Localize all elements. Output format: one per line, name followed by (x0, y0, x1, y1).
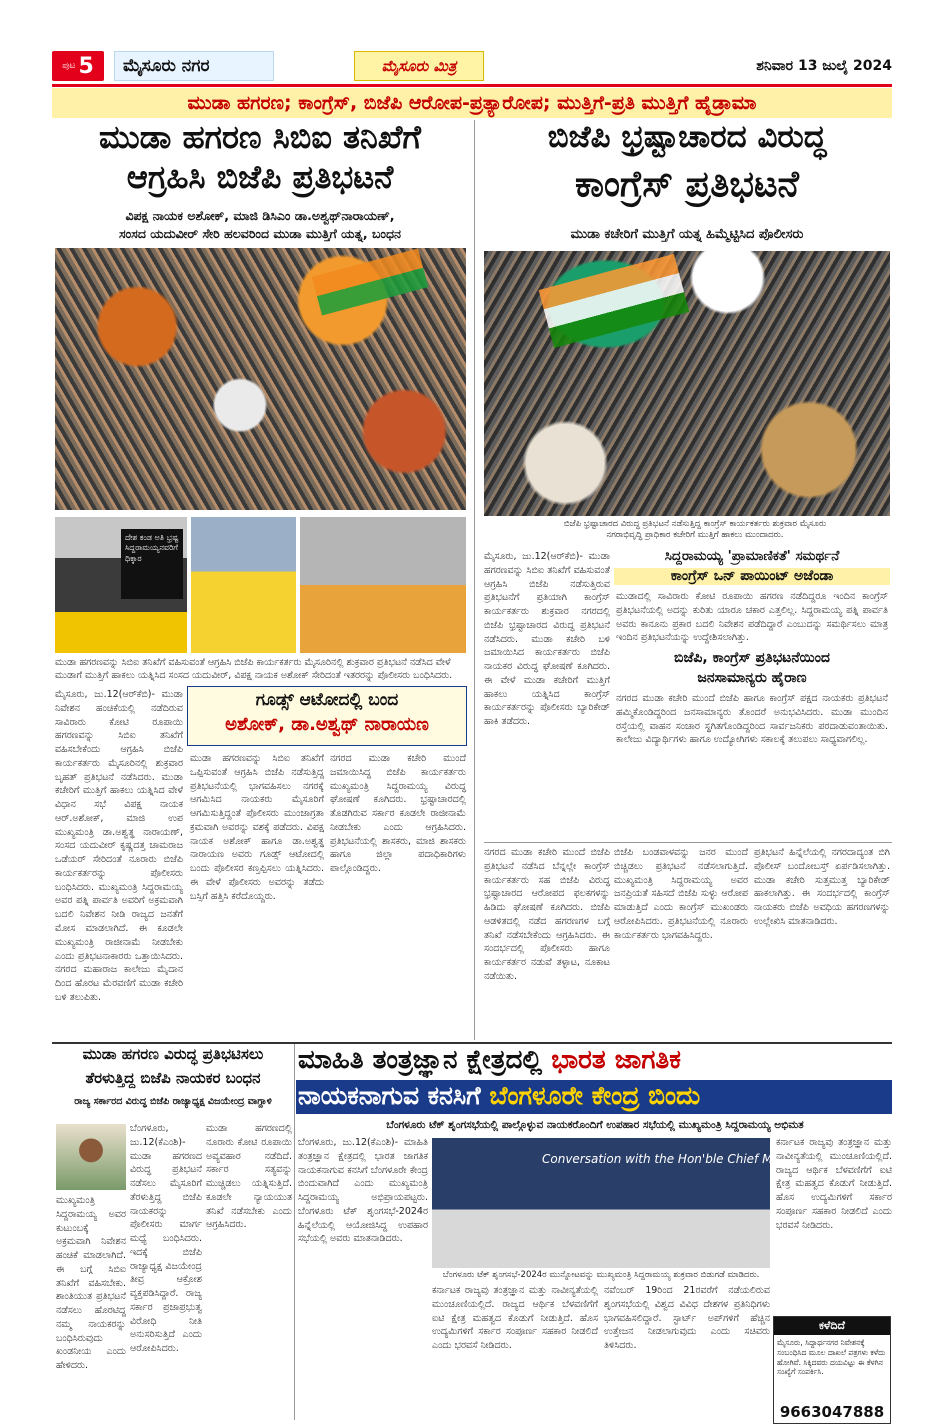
auto-box-title-2: ಅಶೋಕ್, ಡಾ.ಅಶ್ವಥ್ ನಾರಾಯಣ (225, 714, 429, 735)
vijayendra-portrait-photo (56, 1124, 126, 1190)
arrest-headline-2: ತೆರಳುತ್ತಿದ್ದ ಬಿಜೆಪಿ ನಾಯಕರ ಬಂಧನ (85, 1069, 261, 1087)
left-subhead-2: ಸಂಸದ ಯದುವೀರ್ ಸೇರಿ ಹಲವರಿಂದ ಮುಡಾ ಮುತ್ತಿಗೆ ಯತ್ನ, ಬಂಧನ (119, 226, 401, 241)
lost-documents-ad (773, 1316, 891, 1424)
left-photo-caption: ಮುಡಾ ಹಗರಣವನ್ನು ಸಿಬಿಐ ತನಿಖೆಗೆ ವಹಿಸುವಂತೆ ಆಗ್ರಹಿಸಿ ಬಿಜೆಪಿ ಕಾರ್ಯಕರ್ತರು ಮೈಸೂರಿನಲ್ಲಿ ಶುಕ್ರವಾರ ಪ್ರತಿಭಟನೆ ನಡೆಸಿದ ವೇಳೆ ಮುಡಾಗೆ ಮುತ್ತಿಗೆ ಹಾಕಲು ಯತ್ನಿಸಿದ ಸಂಸದ ಯದುವೀರ್, ವಿಪಕ್ಷ ನಾಯಕ ಅಶೋಕ್ ಸೇರಿದಂತೆ ಇತರರನ್ನು ಪೊಲೀಸರು ಬಂಧಿಸಿದರು. (55, 657, 453, 681)
right-headline-2: ಕಾಂಗ್ರೆಸ್ ಪ್ರತಿಭಟನೆ (575, 163, 799, 205)
stage-backdrop-text: Conversation with the Hon'ble Chief Minister (542, 1152, 810, 1166)
masthead-logo: ಮೈಸೂರು ಮಿತ್ರ (354, 51, 484, 81)
header-rule (52, 84, 892, 87)
right-body-col-3: ಬಿಜೆಪಿ ಬಂಡವಾಳವನ್ನು ಜನರ ಮುಂದೆ ಬಿಚ್ಚಿಡಲು ಪ್ರತಿಭಟನೆ ನಡೆಸಲಾಗುತ್ತಿದೆ. ಮುಖ್ಯಮಂತ್ರಿ ಸಿದ್ದರಾಮಯ್ಯ ಅವರ ಜನಪ್ರಿಯತೆ ಸಹಿಸದೆ ಬಿಜೆಪಿ ಸುಳ್ಳು ಆರೋಪ ಮಾಡುತ್ತಿದೆ ಎಂದು ಕಾಂಗ್ರೆಸ್ ಮುಖಂಡರು ಆರೋಪಿಸಿದರು. ಪ್ರತಿಭಟನೆಯಲ್ಲಿ ನೂರಾರು ಕಾರ್ಯಕರ್ತರು ಭಾಗವಹಿಸಿದ್ದರು. (614, 847, 748, 941)
lower-column-rule (294, 1044, 295, 1420)
right-body-col-2: ನಗರದ ಮುಡಾ ಕಚೇರಿ ಮುಂದೆ ಬಿಜೆಪಿ ಪ್ರತಿಭಟನೆ ನಡೆಸಿದ ಬೆನ್ನಲ್ಲೇ ಕಾಂಗ್ರೆಸ್ ಕಾರ್ಯಕರ್ತರು ಸಹ ಬಿಜೆಪಿ ವಿರುದ್ಧ ಭ್ರಷ್ಟಾಚಾರದ ಆರೋಪದ ಫಲಕಗಳನ್ನು ಹಿಡಿದು ಘೋಷಣೆ ಕೂಗಿದರು. ಬಿಜೆಪಿ ಆಡಳಿತದಲ್ಲಿ ನಡೆದ ಹಗರಣಗಳ ಬಗ್ಗೆ ತನಿಖೆ ನಡೆಸಬೇಕೆಂದು ಆಗ್ರಹಿಸಿದರು. ಈ ಸಂದರ್ಭದಲ್ಲಿ ಪೊಲೀಸರು ಹಾಗೂ ಕಾರ್ಯಕರ್ತರ ನಡುವೆ ತಳ್ಳಾಟ, ನೂಕಾಟ ನಡೆಯಿತು. (484, 847, 610, 982)
arrest-headline-1: ಮುಡಾ ಹಗರಣ ವಿರುದ್ಧ ಪ್ರತಿಭಟಿಸಲು (82, 1045, 264, 1063)
left-body-col-1: ಮೈಸೂರು, ಜು.12(ಆರ್‌ಕೆಬಿ)- ಮುಡಾ ನಿವೇಶನ ಹಂಚಿಕೆಯಲ್ಲಿ ನಡೆದಿರುವ ಸಾವಿರಾರು ಕೋಟಿ ರೂಪಾಯಿ ಹಗರಣವನ್ನು ಸಿಬಿಐ ತನಿಖೆಗೆ ವಹಿಸಬೇಕೆಂದು ಆಗ್ರಹಿಸಿ ಬಿಜೆಪಿ ಕಾರ್ಯಕರ್ತರು ಮೈಸೂರಿನಲ್ಲಿ ಶುಕ್ರವಾರ ಬೃಹತ್ ಪ್ರತಿಭಟನೆ ನಡೆಸಿದರು. ಮುಡಾ ಕಚೇರಿಗೆ ಮುತ್ತಿಗೆ ಹಾಕಲು ಯತ್ನಿಸಿದ ವೇಳೆ ವಿಧಾನ ಸಭೆ ವಿಪಕ್ಷ ನಾಯಕ ಆರ್.ಅಶೋಕ್, ಮಾಜಿ ಉಪ ಮುಖ್ಯಮಂತ್ರಿ ಡಾ.ಅಶ್ವತ್ಥ ನಾರಾಯಣ್, ಸಂಸದ ಯದುವೀರ್ ಕೃಷ್ಣದತ್ತ ಚಾಮರಾಜ ಒಡೆಯರ್ ಸೇರಿದಂತೆ ನೂರಾರು ಬಿಜೆಪಿ ಕಾರ್ಯಕರ್ತರನ್ನು ಪೊಲೀಸರು ಬಂಧಿಸಿದರು. ಮುಖ್ಯಮಂತ್ರಿ ಸಿದ್ದರಾಮಯ್ಯ ಅವರ ಪತ್ನಿ ಪಾರ್ವತಿ ಅವರಿಗೆ ಅಕ್ರಮವಾಗಿ ಬದಲಿ ನಿವೇಶನ ನೀಡಿ ರಾಜ್ಯದ ಜನತೆಗೆ ಮೋಸ ಮಾಡಲಾಗಿದೆ. ಈ ಕೂಡಲೇ ಮುಖ್ಯಮಂತ್ರಿ ರಾಜೀನಾಮೆ ನೀಡಬೇಕು ಎಂದು ಪ್ರತಿಭಟನಾಕಾರರು ಒತ್ತಾಯಿಸಿದರು. ನಗರದ ಮಹಾರಾಜ ಕಾಲೇಜು ಮೈದಾನ ದಿಂದ ಹೊರಟ ಮೆರವಣಿಗೆ ಮುಡಾ ಕಚೇರಿ ಬಳಿ ತಲುಪಿತು. (55, 689, 183, 1003)
tech-headline-1 (298, 1046, 892, 1075)
left-headline-1: ಮುಡಾ ಹಗರಣ ಸಿಬಿಐ ತನಿಖೆಗೆ (99, 118, 421, 156)
page-header (52, 48, 892, 84)
side-box-1-title-1: ಸಿದ್ದರಾಮಯ್ಯ 'ಪ್ರಾಮಾಣಿಕತೆ' ಸಮರ್ಥನೆ (664, 548, 840, 564)
congress-flag (539, 254, 690, 348)
tech-headline-1a: ಮಾಹಿತಿ ತಂತ್ರಜ್ಞಾನ ಕ್ಷೇತ್ರದಲ್ಲಿ (298, 1045, 543, 1075)
right-subhead: ಮುಡಾ ಕಚೇರಿಗೆ ಮುತ್ತಿಗೆ ಯತ್ನ ಹಿಮ್ಮೆಟ್ಟಿಸಿದ ಪೊಲೀಸರು (570, 227, 804, 242)
issue-date: ಶನಿವಾರ 13 ಜುಲೈ 2024 (756, 58, 892, 74)
arrest-body-col-2: ಮುಖ್ಯಮಂತ್ರಿ ಸಿದ್ದರಾಮಯ್ಯ ಅವರ ಕುಟುಂಬಕ್ಕೆ ಅಕ್ರಮವಾಗಿ ನಿವೇಶನ ಹಂಚಿಕೆ ಮಾಡಲಾಗಿದೆ. ಈ ಬಗ್ಗೆ ಸಿಬಿಐ ತನಿಖೆಗೆ ವಹಿಸಬೇಕು. ಶಾಂತಿಯುತ ಪ್ರತಿಭಟನೆ ನಡೆಸಲು ಹೊರಟಿದ್ದ ನಮ್ಮ ನಾಯಕರನ್ನು ಬಂಧಿಸಿರುವುದು ಖಂಡನೀಯ ಎಂದು ಹೇಳಿದರು. (56, 1195, 126, 1372)
protest-placard: ದೇಶ ಕಂಡ ಅತಿ ಭ್ರಷ್ಟ ಸಿದ್ದರಾಮಯ್ಯನವರಿಗೆ ಧಿಕ್ಕಾರ (121, 529, 183, 599)
right-photo-caption: ಬಿಜೆಪಿ ಭ್ರಷ್ಟಾಚಾರದ ವಿರುದ್ಧ ಪ್ರತಿಭಟನೆ ನಡೆಸುತ್ತಿದ್ದ ಕಾಂಗ್ರೆಸ್ ಕಾರ್ಯಕರ್ತರು ಶುಕ್ರವಾರ ಮೈಸೂರು ನಗರಾಭಿವೃದ್ಧಿ ಪ್ರಾಧಿಕಾರ ಕಚೇರಿಗೆ ಮುತ್ತಿಗೆ ಹಾಕಲು ಮುಂದಾದರು. (563, 519, 827, 541)
tech-body-col-1: ಬೆಂಗಳೂರು, ಜು.12(ಕೆಎಂಶಿ)- ಮಾಹಿತಿ ತಂತ್ರಜ್ಞಾನ ಕ್ಷೇತ್ರದಲ್ಲಿ ಭಾರತ ಜಾಗತಿಕ ನಾಯಕನಾಗುವ ಕನಸಿಗೆ ಬೆಂಗಳೂರೇ ಕೇಂದ್ರ ಬಿಂದುವಾಗಿದೆ ಎಂದು ಮುಖ್ಯಮಂತ್ರಿ ಸಿದ್ದರಾಮಯ್ಯ ಅಭಿಪ್ರಾಯಪಟ್ಟರು. ಬೆಂಗಳೂರು ಟೆಕ್ ಶೃಂಗಸಭೆ-2024ರ ಹಿನ್ನೆಲೆಯಲ್ಲಿ ಆಯೋಜಿಸಿದ್ದ ಉಪಹಾರ ಸಭೆಯಲ್ಲಿ ಅವರು ಮಾತನಾಡಿದರು. (298, 1137, 428, 1245)
side-box-2-title-1: ಬಿಜೆಪಿ, ಕಾಂಗ್ರೆಸ್ ಪ್ರತಿಭಟನೆಯಿಂದ (674, 650, 830, 666)
side-box-2-body: ನಗರದ ಮುಡಾ ಕಚೇರಿ ಮುಂದೆ ಬಿಜೆಪಿ ಹಾಗೂ ಕಾಂಗ್ರೆಸ್ ಪಕ್ಷದ ನಾಯಕರು ಪ್ರತಿಭಟನೆ ಹಮ್ಮಿಕೊಂಡಿದ್ದರಿಂದ ಜನಸಾಮಾನ್ಯರು ತೊಂದರೆ ಅನುಭವಿಸಿದರು. ಮುಡಾ ಮುಂದಿನ ರಸ್ತೆಯಲ್ಲಿ ವಾಹನ ಸಂಚಾರ ಸ್ಥಗಿತಗೊಂಡಿದ್ದರಿಂದ ಸಾರ್ವಜನಿಕರು ಪರದಾಡುವಂತಾಯಿತು. ಕಾಲೇಜು ವಿದ್ಯಾರ್ಥಿಗಳು ಹಾಗೂ ಉದ್ಯೋಗಿಗಳು ಸಕಾಲಕ್ಕೆ ತಲುಪಲು ಸಾಧ್ಯವಾಗಲಿಲ್ಲ. (616, 693, 888, 746)
congress-protest-crowd-photo (484, 251, 890, 516)
side-box-2-title-2: ಜನಸಾಮಾನ್ಯರು ಹೈರಾಣ (697, 670, 807, 686)
lower-section-rule (52, 1042, 892, 1044)
arrest-body-col-3: ಮುಡಾ ಹಗರಣದಲ್ಲಿ ನೂರಾರು ಕೋಟಿ ರೂಪಾಯಿ ಅವ್ಯವಹಾರ ನಡೆದಿದೆ. ಸರ್ಕಾರ ಸತ್ಯವನ್ನು ಮುಚ್ಚಿಡಲು ಯತ್ನಿಸುತ್ತಿದೆ. ಕೂಡಲೇ ನ್ಯಾಯಯುತ ತನಿಖೆ ನಡೆಸಬೇಕು ಎಂದು ಆಗ್ರಹಿಸಿದರು. (206, 1123, 292, 1231)
right-body-col-1: ಮೈಸೂರು, ಜು.12(ಆರ್‌ಕೆಬಿ)- ಮುಡಾ ಹಗರಣವನ್ನು ಸಿಬಿಐ ತನಿಖೆಗೆ ವಹಿಸುವಂತೆ ಆಗ್ರಹಿಸಿ ಬಿಜೆಪಿ ನಡೆಸುತ್ತಿರುವ ಪ್ರತಿಭಟನೆಗೆ ಪ್ರತಿಯಾಗಿ ಕಾಂಗ್ರೆಸ್ ಕಾರ್ಯಕರ್ತರು ಶುಕ್ರವಾರ ನಗರದಲ್ಲಿ ಬಿಜೆಪಿ ಭ್ರಷ್ಟಾಚಾರದ ವಿರುದ್ಧ ಪ್ರತಿಭಟನೆ ನಡೆಸಿದರು. ಮುಡಾ ಕಚೇರಿ ಬಳಿ ಜಮಾಯಿಸಿದ ಕಾರ್ಯಕರ್ತರು ಬಿಜೆಪಿ ನಾಯಕರ ವಿರುದ್ಧ ಘೋಷಣೆ ಕೂಗಿದರು. ಈ ವೇಳೆ ಮುಡಾ ಕಚೇರಿಗೆ ಮುತ್ತಿಗೆ ಹಾಕಲು ಯತ್ನಿಸಿದ ಕಾಂಗ್ರೆಸ್ ಕಾರ್ಯಕರ್ತರನ್ನು ಪೊಲೀಸರು ಬ್ಯಾರಿಕೇಡ್ ಹಾಕಿ ತಡೆದರು. (484, 551, 610, 728)
right-story-divider (484, 842, 892, 843)
arrest-bus-photo-1 (55, 517, 187, 653)
arrest-body-col-1: ಬೆಂಗಳೂರು, ಜು.12(ಕೆಎಂಶಿ)- ಮುಡಾ ಹಗರಣದ ವಿರುದ್ಧ ಪ್ರತಿಭಟನೆ ನಡೆಸಲು ಮೈಸೂರಿಗೆ ತೆರಳುತ್ತಿದ್ದ ಬಿಜೆಪಿ ನಾಯಕರನ್ನು ಪೊಲೀಸರು ಮಾರ್ಗ ಮಧ್ಯೆ ಬಂಧಿಸಿದರು. ಇದಕ್ಕೆ ಬಿಜೆಪಿ ರಾಜ್ಯಾಧ್ಯಕ್ಷ ವಿಜಯೇಂದ್ರ ತೀವ್ರ ಆಕ್ರೋಶ ವ್ಯಕ್ತಪಡಿಸಿದ್ದಾರೆ. ರಾಜ್ಯ ಸರ್ಕಾರ ಪ್ರಜಾಪ್ರಭುತ್ವ ವಿರೋಧಿ ನೀತಿ ಅನುಸರಿಸುತ್ತಿದೆ ಎಂದು ಆರೋಪಿಸಿದರು. (130, 1123, 202, 1355)
right-headline-1: ಬಿಜೆಪಿ ಭ್ರಷ್ಟಾಚಾರದ ವಿರುದ್ಧ (547, 119, 827, 155)
section-name: ಮೈಸೂರು ನಗರ (114, 51, 274, 81)
left-body-col-3: ನಗರದ ಮುಡಾ ಕಚೇರಿ ಮುಂದೆ ಜಮಾಯಿಸಿದ್ದ ಬಿಜೆಪಿ ಕಾರ್ಯಕರ್ತರು ಮುಖ್ಯಮಂತ್ರಿ ಸಿದ್ದರಾಮಯ್ಯ ವಿರುದ್ಧ ಘೋಷಣೆ ಕೂಗಿದರು. ಭ್ರಷ್ಟಾಚಾರದಲ್ಲಿ ತೊಡಗಿರುವ ಸರ್ಕಾರ ಕೂಡಲೇ ರಾಜೀನಾಮೆ ನೀಡಬೇಕು ಎಂದು ಆಗ್ರಹಿಸಿದರು. ಪ್ರತಿಭಟನೆಯಲ್ಲಿ ಶಾಸಕರು, ಮಾಜಿ ಶಾಸಕರು ಹಾಗೂ ಜಿಲ್ಲಾ ಪದಾಧಿಕಾರಿಗಳು ಪಾಲ್ಗೊಂಡಿದ್ದರು. (330, 753, 466, 875)
party-flag (312, 248, 429, 315)
center-column-rule (474, 120, 475, 1040)
page-number: 5 (78, 53, 94, 79)
tech-headline-2a: ನಾಯಕನಾಗುವ ಕನಸಿಗೆ (298, 1081, 481, 1110)
tech-headline-2b: ಬೆಂಗಳೂರೇ ಕೇಂದ್ರ ಬಿಂದು (489, 1081, 701, 1110)
bjp-protest-crowd-photo (55, 248, 466, 510)
tech-photo-caption: ಬೆಂಗಳೂರು ಟೆಕ್ ಶೃಂಗಸಭೆ-2024ರ ಮುನ್ನೋಟವನ್ನು ಮುಖ್ಯಮಂತ್ರಿ ಸಿದ್ದರಾಮಯ್ಯ ಶುಕ್ರವಾರ ಬಿಡುಗಡೆ ಮಾಡಿದರು. (442, 1270, 760, 1280)
ad-body: ಮೈಸೂರು, ಸಿದ್ದಾರ್ಥನಗರ ನಿವೇಶನಕ್ಕೆ ಸಂಬಂಧಿಸಿದ ಮೂಲ ದಾಖಲೆ ಪತ್ರಗಳು ಕಳೆದು ಹೋಗಿವೆ. ಸಿಕ್ಕಿದವರು ದಯವಿಟ್ಟು ಈ ಕೆಳಗಿನ ಸಂಖ್ಯೆಗೆ ಸಂಪರ್ಕಿಸಿ. (777, 1338, 886, 1377)
auto-box-title-1: ಗೂಡ್ಸ್ ಆಟೋದಲ್ಲಿ ಬಂದ (255, 690, 399, 710)
tech-subhead: ಬೆಂಗಳೂರು ಟೆಕ್ ಶೃಂಗಸಭೆಯಲ್ಲಿ ಪಾಲ್ಗೊಳ್ಳುವ ನಾಯಕರೊಂದಿಗೆ ಉಪಹಾರ ಸಭೆಯಲ್ಲಿ ಮುಖ್ಯಮಂತ್ರಿ ಸಿದ್ದರಾಮಯ್ಯ ಅಭಿಮತ (386, 1119, 804, 1131)
left-subhead-1: ವಿಪಕ್ಷ ನಾಯಕ ಅಶೋಕ್, ಮಾಜಿ ಡಿಸಿಎಂ ಡಾ.ಅಶ್ವಥ್‌ನಾರಾಯಣ್, (125, 208, 395, 223)
tech-body-col-3: ನವೆಂಬರ್ 19ರಿಂದ 21ರವರೆಗೆ ನಡೆಯಲಿರುವ ಶೃಂಗಸಭೆಯಲ್ಲಿ ವಿಶ್ವದ ವಿವಿಧ ದೇಶಗಳ ಪ್ರತಿನಿಧಿಗಳು ಭಾಗವಹಿಸಲಿದ್ದಾರೆ. ಸ್ಟಾರ್ಟ್ ಅಪ್‌ಗಳಿಗೆ ಹೆಚ್ಚಿನ ಉತ್ತೇಜನ ನೀಡಲಾಗುವುದು ಎಂದು ಸಚಿವರು ತಿಳಿಸಿದರು. (604, 1285, 770, 1352)
page-number-badge (52, 51, 104, 81)
tech-headline-2 (298, 1082, 892, 1110)
tech-body-col-2: ಕರ್ನಾಟಕ ರಾಜ್ಯವು ತಂತ್ರಜ್ಞಾನ ಮತ್ತು ನಾವೀನ್ಯತೆಯಲ್ಲಿ ಮುಂಚೂಣಿಯಲ್ಲಿದೆ. ರಾಜ್ಯದ ಆರ್ಥಿಕ ಬೆಳವಣಿಗೆಗೆ ಐಟಿ ಕ್ಷೇತ್ರ ಮಹತ್ವದ ಕೊಡುಗೆ ನೀಡುತ್ತಿದೆ. ಹೊಸ ಉದ್ಯಮಿಗಳಿಗೆ ಸರ್ಕಾರ ಸಂಪೂರ್ಣ ಸಹಕಾರ ನೀಡಲಿದೆ ಎಂದು ಭರವಸೆ ನೀಡಿದರು. (432, 1285, 598, 1352)
left-body-col-2: ಮುಡಾ ಹಗರಣವನ್ನು ಸಿಬಿಐ ತನಿಖೆಗೆ ಒಪ್ಪಿಸುವಂತೆ ಆಗ್ರಹಿಸಿ ಬಿಜೆಪಿ ನಡೆಸುತ್ತಿದ್ದ ಪ್ರತಿಭಟನೆಯಲ್ಲಿ ಭಾಗವಹಿಸಲು ನಗರಕ್ಕೆ ಆಗಮಿಸಿದ ನಾಯಕರು ಮೈಸೂರಿಗೆ ಆಗಮಿಸುತ್ತಿದ್ದಂತೆ ಪೊಲೀಸರು ಮುಂಜಾಗ್ರತಾ ಕ್ರಮವಾಗಿ ಅವರನ್ನು ವಶಕ್ಕೆ ಪಡೆದರು. ವಿಪಕ್ಷ ನಾಯಕ ಅಶೋಕ್ ಹಾಗೂ ಡಾ.ಅಶ್ವತ್ಥ ನಾರಾಯಣ ಅವರು ಗೂಡ್ಸ್ ಆಟೋದಲ್ಲಿ ಬಂದು ಪೊಲೀಸರ ಕಣ್ತಪ್ಪಿಸಲು ಯತ್ನಿಸಿದರು. ಈ ವೇಳೆ ಪೊಲೀಸರು ಅವರನ್ನು ತಡೆದು ಬಸ್ಸಿಗೆ ಹತ್ತಿಸಿ ಕರೆದೊಯ್ದರು. (190, 753, 324, 902)
arrest-subhead: ರಾಜ್ಯ ಸರ್ಕಾರದ ವಿರುದ್ಧ ಬಿಜೆಪಿ ರಾಜ್ಯಾಧ್ಯಕ್ಷ ವಿಜಯೇಂದ್ರ ವಾಗ್ದಾಳಿ (74, 1096, 272, 1107)
tech-headline-1b: ಭಾರತ ಜಾಗತಿಕ (551, 1045, 681, 1075)
tech-body-col-4: ಕರ್ನಾಟಕ ರಾಜ್ಯವು ತಂತ್ರಜ್ಞಾನ ಮತ್ತು ನಾವೀನ್ಯತೆಯಲ್ಲಿ ಮುಂಚೂಣಿಯಲ್ಲಿದೆ. ರಾಜ್ಯದ ಆರ್ಥಿಕ ಬೆಳವಣಿಗೆಗೆ ಐಟಿ ಕ್ಷೇತ್ರ ಮಹತ್ವದ ಕೊಡುಗೆ ನೀಡುತ್ತಿದೆ. ಹೊಸ ಉದ್ಯಮಿಗಳಿಗೆ ಸರ್ಕಾರ ಸಂಪೂರ್ಣ ಸಹಕಾರ ನೀಡಲಿದೆ ಎಂದು ಭರವಸೆ ನೀಡಿದರು. (776, 1137, 892, 1231)
tech-summit-stage-photo (432, 1138, 810, 1268)
ad-title: ಕಳೆದಿದೆ (774, 1317, 890, 1335)
ad-phone-number: 9663047888 (779, 1403, 885, 1421)
side-box-1-body: ಮುಡಾದಲ್ಲಿ ಸಾವಿರಾರು ಕೋಟಿ ರೂಪಾಯಿ ಹಗರಣ ನಡೆದಿದ್ದರೂ ಇಂದಿನ ಕಾಂಗ್ರೆಸ್ ಪ್ರತಿಭಟನೆಯಲ್ಲಿ ಅದನ್ನು ಕುರಿತು ಯಾರೂ ಚಕಾರ ಎತ್ತಲಿಲ್ಲ. ಸಿದ್ದರಾಮಯ್ಯ ಪತ್ನಿ ಪಾರ್ವತಿ ಅವರು ಕಾನೂನು ಪ್ರಕಾರ ಬದಲಿ ನಿವೇಶನ ಪಡೆದಿದ್ದಾರೆ ಎಂಬುದನ್ನು ಸಮರ್ಥಿಸಲು ಮಾತ್ರ ಇಂದಿನ ಪ್ರತಿಭಟನೆಯನ್ನು ಉದ್ದೇಶಿಸಲಾಗಿತ್ತು. (616, 591, 888, 644)
arrest-bus-photo-2 (191, 517, 296, 653)
top-banner: ಮುಡಾ ಹಗರಣ; ಕಾಂಗ್ರೆಸ್, ಬಿಜೆಪಿ ಆರೋಪ-ಪ್ರತ್ಯಾರೋಪ; ಮುತ್ತಿಗೆ-ಪ್ರತಿ ಮುತ್ತಿಗೆ ಹೈಡ್ರಾಮಾ (52, 88, 892, 118)
arrest-bus-photo-3 (300, 517, 466, 653)
page-label: ಪುಟ (62, 61, 76, 71)
side-box-2-body-cont: ಪ್ರತಿಭಟನೆ ಹಿನ್ನೆಲೆಯಲ್ಲಿ ನಗರದಾದ್ಯಂತ ಬಿಗಿ ಪೊಲೀಸ್ ಬಂದೋಬಸ್ತ್ ಏರ್ಪಡಿಸಲಾಗಿತ್ತು. ಮುಡಾ ಕಚೇರಿ ಸುತ್ತಮುತ್ತ ಬ್ಯಾರಿಕೇಡ್ ಹಾಕಲಾಗಿತ್ತು. ಈ ಸಂದರ್ಭದಲ್ಲಿ ಕಾಂಗ್ರೆಸ್ ನಾಯಕರು ಬಿಜೆಪಿ ಅವಧಿಯ ಹಗರಣಗಳನ್ನು ಉಲ್ಲೇಖಿಸಿ ಮಾತನಾಡಿದರು. (754, 847, 890, 927)
left-headline-2: ಆಗ್ರಹಿಸಿ ಬಿಜೆಪಿ ಪ್ರತಿಭಟನೆ (126, 158, 394, 196)
side-box-1-title-2: ಕಾಂಗ್ರೆಸ್ ಒನ್ ಪಾಯಿಂಟ್ ಅಜೆಂಡಾ (614, 568, 890, 585)
